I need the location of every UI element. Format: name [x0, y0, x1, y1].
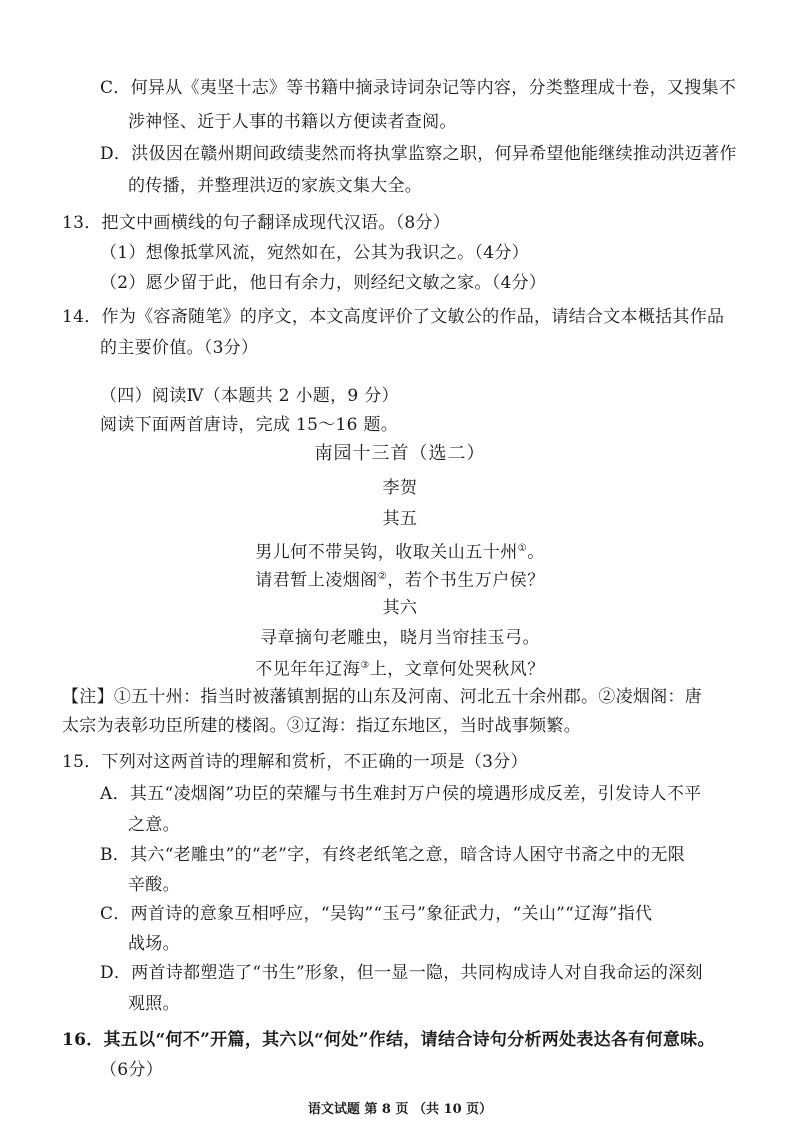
- q15-option-c-line1: C．两首诗的意象互相呼应，“吴钩”“玉弓”象征武力，“关山”“辽海”指代: [100, 904, 653, 924]
- q15-option-c-line2: 战场。: [128, 934, 180, 954]
- poem-notes-line2: 太宗为表彰功臣所建的楼阁。③辽海：指辽东地区，当时战事频繁。: [62, 716, 581, 736]
- poem-title: 南园十三首（选二）: [314, 443, 486, 464]
- q16-line2: （6分）: [100, 1060, 164, 1080]
- poem-part1-line2-text-a: 请君暂上凌烟阁: [255, 570, 378, 591]
- poem-part1-line1: [0, 537, 800, 565]
- q14-line1: 14．作为《容斋随笔》的序文，本文高度评价了文敏公的作品，请结合文本概括其作品: [62, 307, 725, 327]
- note-marker-1: ①: [517, 543, 528, 554]
- q15-option-b-line2: 辛酸。: [128, 875, 180, 895]
- q15-option-b-line1: B．其六“老雕虫”的“老”字，有终老纸笔之意，暗含诗人困守书斋之中的无限: [100, 845, 686, 865]
- q16-line1: 16．其五以“何不”开篇，其六以“何处”作结，请结合诗句分析两处表达各有何意味。: [62, 1030, 715, 1050]
- q15-stem: 15．下列对这两首诗的理解和赏析，不正确的一项是（3分）: [62, 752, 528, 772]
- note-marker-3: ③: [360, 660, 370, 671]
- poem-part2-line1: 寻章摘句老雕虫，晓月当帘挂玉弓。: [260, 628, 540, 648]
- poem-part1-line1-punct: 。: [527, 542, 545, 563]
- poem-notes-line1: 【注】①五十州：指当时被藩镇割据的山东及河南、河北五十余州郡。②凌烟阁：唐: [62, 687, 703, 707]
- poem-part1-line2-text-b: ，若个书生万户侯？: [387, 570, 545, 591]
- poem-part2-line2-text-b: 上，文章何处哭秋风？: [369, 659, 545, 680]
- q15-option-a-line1: A．其五“凌烟阁”功臣的荣耀与书生难封万户侯的境遇形成反差，引发诗人不平: [100, 784, 702, 804]
- q13-item-1: （1）想像抵掌风流，宛然如在，公其为我识之。（4分）: [100, 243, 529, 263]
- q12-option-c-line2: 涉神怪、近于人事的书籍以方便读者查阅。: [128, 112, 457, 132]
- q12-option-d-line2: 的传播，并整理洪迈的家族文集大全。: [128, 176, 423, 196]
- q12-option-c-line1: C．何异从《夷坚十志》等书籍中摘录诗词杂记等内容，分类整理成十卷，又搜集不: [100, 78, 737, 98]
- poem-part1-title: 其五: [382, 509, 418, 529]
- q14-line2: 的主要价值。（3分）: [100, 338, 259, 358]
- poem-author: 李贺: [382, 478, 418, 498]
- q15-option-d-line1: D．两首诗都塑造了“书生”形象，但一显一隐，共同构成诗人对自我命运的深刻: [100, 963, 703, 983]
- q13-item-2: （2）愿少留于此，他日有余力，则经纪文敏之家。（4分）: [100, 273, 547, 293]
- q12-option-d-line1: D．洪伋因在赣州期间政绩斐然而将执掌监察之职，何异希望他能继续推动洪迈著作: [100, 144, 737, 164]
- section-4-instruction: 阅读下面两首唐诗，完成 15～16 题。: [100, 415, 399, 435]
- poem-part2-line2-text-a: 不见年年辽海: [255, 659, 361, 680]
- poem-part2-line2: [0, 654, 800, 682]
- q15-option-d-line2: 观照。: [128, 994, 180, 1014]
- q15-option-a-line2: 之意。: [128, 815, 180, 835]
- section-4-heading: （四）阅读Ⅳ（本题共 2 小题，9 分）: [100, 386, 399, 406]
- note-marker-2: ②: [377, 571, 388, 582]
- q13-stem: 13．把文中画横线的句子翻译成现代汉语。（8分）: [62, 213, 451, 233]
- poem-part1-line2: [0, 565, 800, 593]
- poem-part2-title: 其六: [382, 598, 418, 618]
- page-footer: 语文试题 第 8 页 （共 10 页）: [307, 1102, 493, 1117]
- poem-part1-line1-text: 男儿何不带吴钩，收取关山五十州: [255, 542, 518, 563]
